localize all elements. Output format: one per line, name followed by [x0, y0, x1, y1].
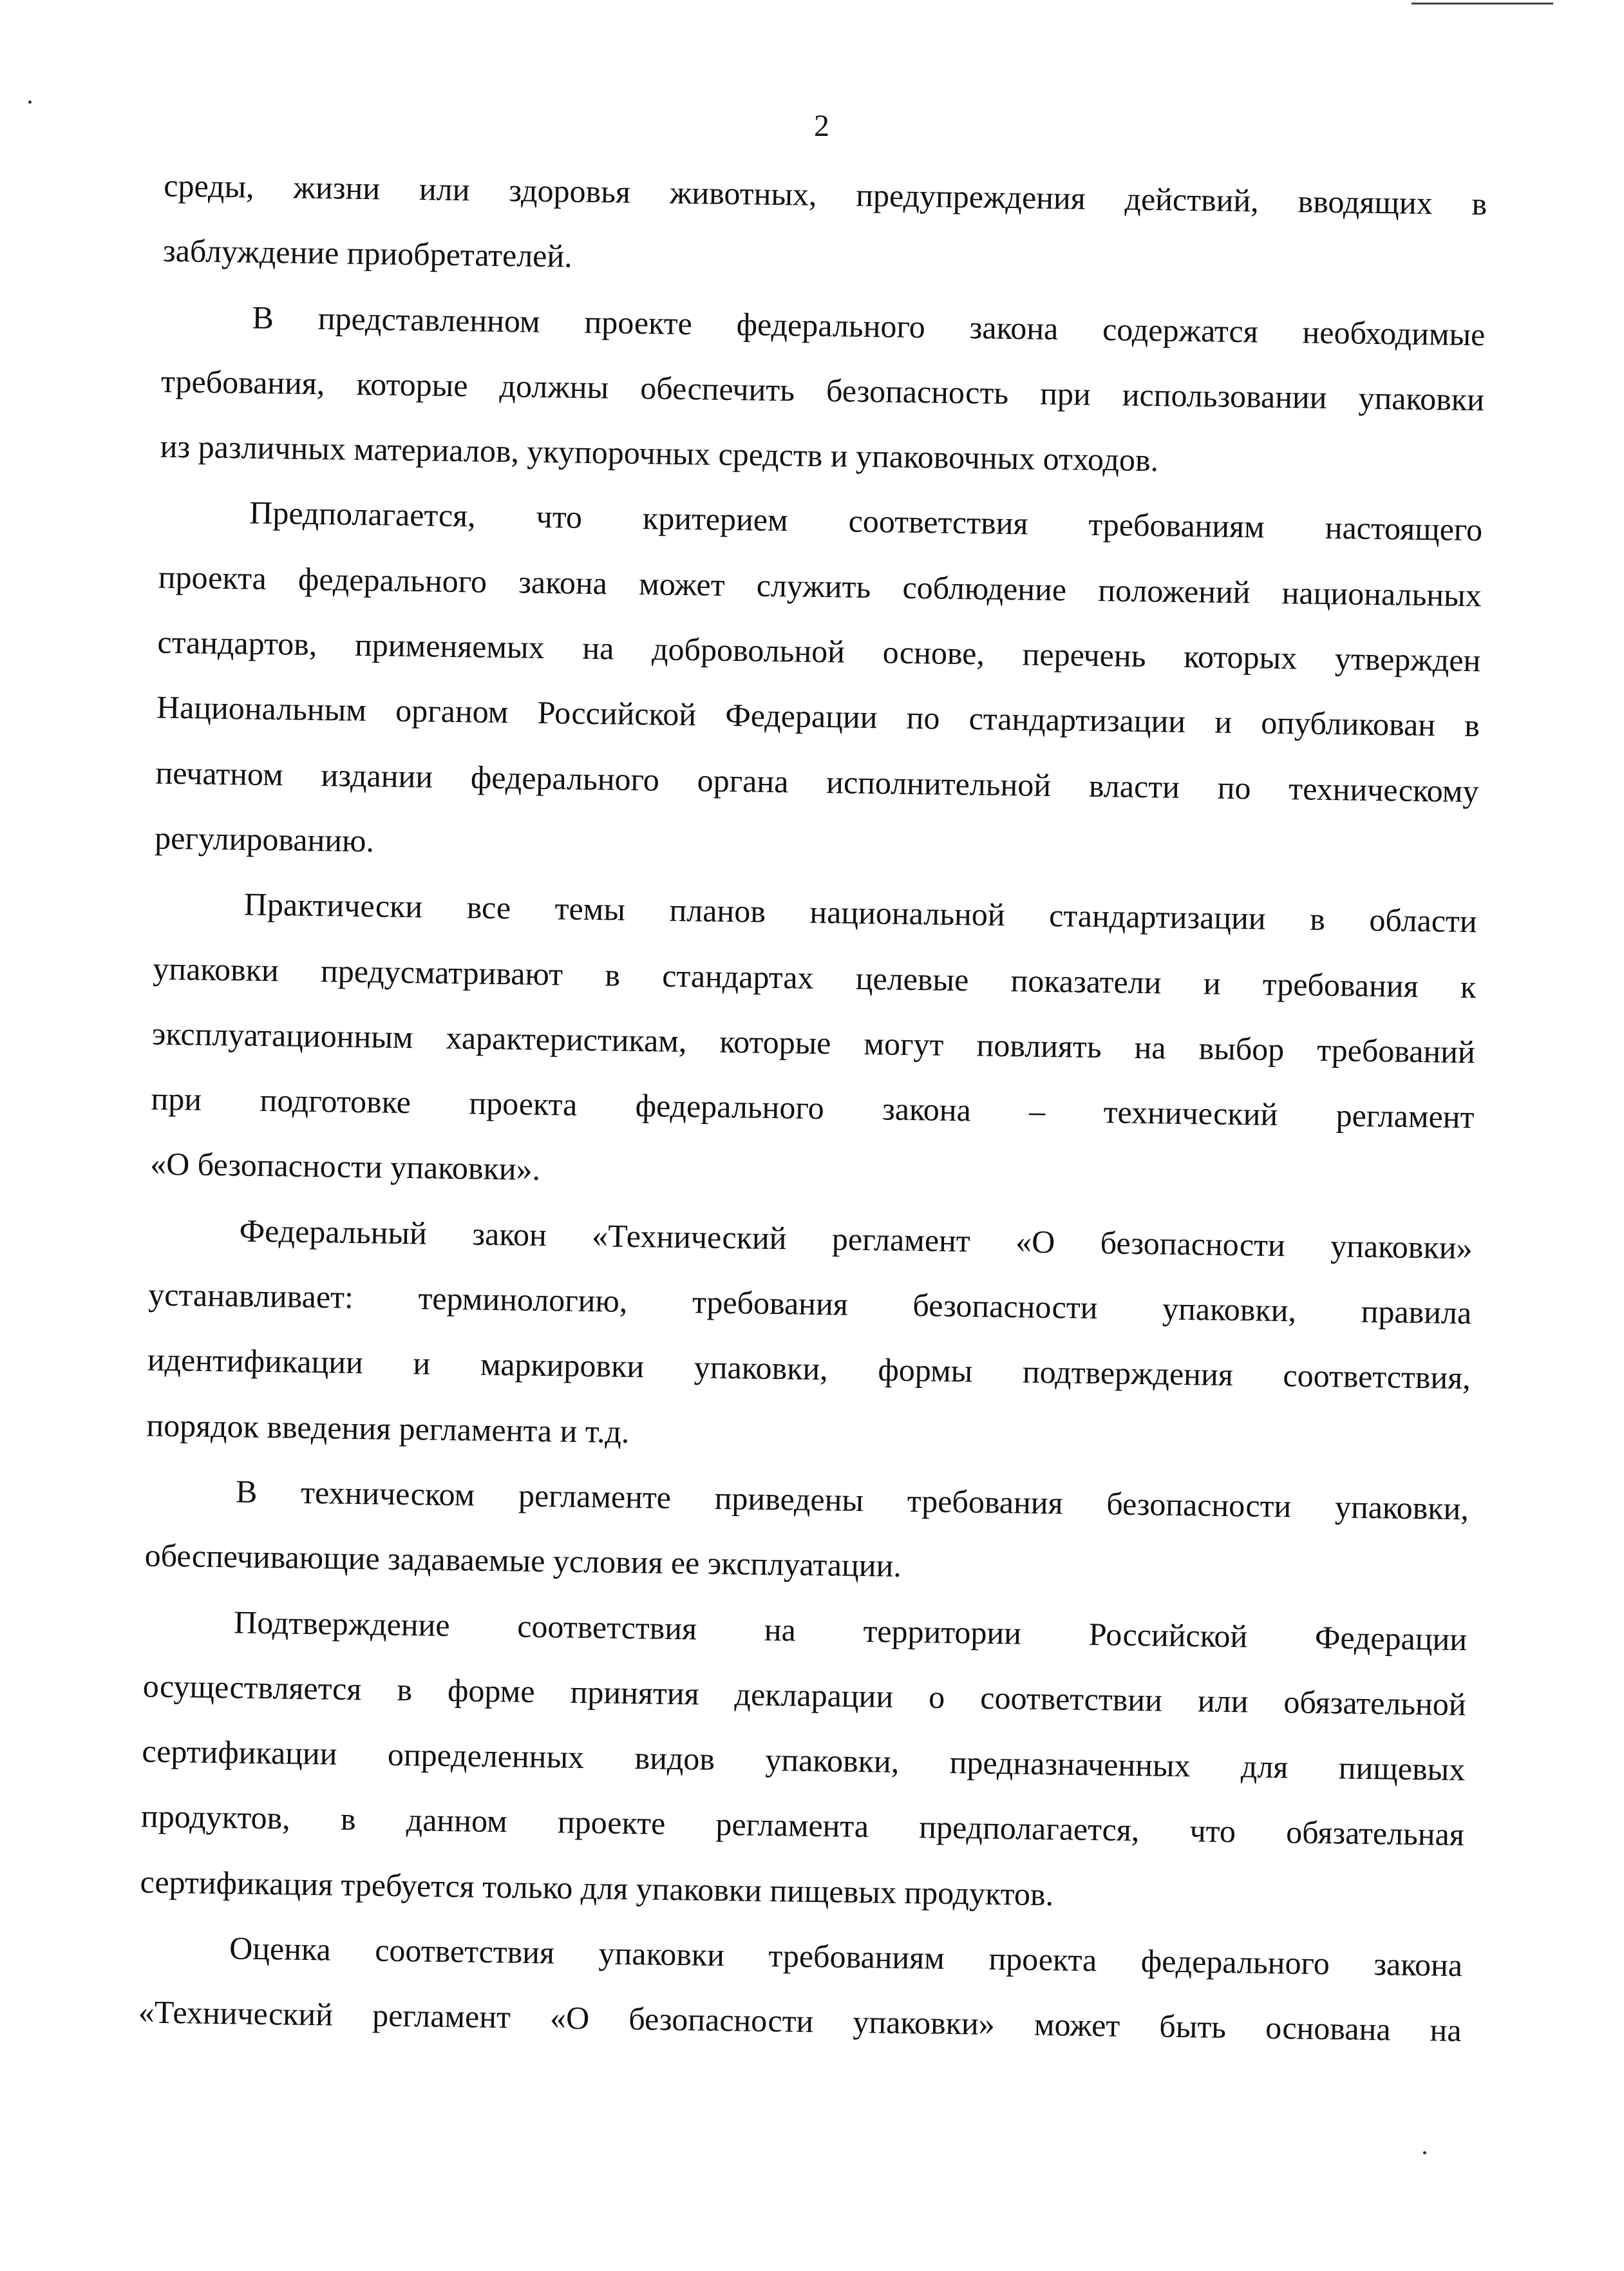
scan-artifact-dot: [1423, 2151, 1426, 2154]
text-line: регулированию.: [154, 819, 375, 859]
text-line: требования, которые должны обеспечить безопасность при использовании упаковки: [160, 363, 1485, 418]
text-line: Федеральный закон «Технический регламент «О безопасности упаковки»: [239, 1212, 1473, 1266]
text-line: среды, жизни или здоровья животных, предупреждения действий, вводящих в: [164, 167, 1487, 222]
paragraph: [144, 1458, 1469, 1606]
text-line: В представленном проекте федерального закона содержатся необходимые: [252, 299, 1486, 352]
text-line: Оценка соответствия упаковки требованиям проекта федерального закона: [229, 1930, 1463, 1984]
paragraph: [155, 479, 1483, 889]
text-line: идентификации и маркировки упаковки, формы подтверждения соответствия,: [147, 1341, 1471, 1396]
text-line: порядок введения регламента и т.д.: [146, 1407, 630, 1450]
page-number: 2: [814, 109, 829, 143]
paragraph: [160, 283, 1486, 498]
text-line: устанавливает: терминологию, требования безопасности упаковки, правила: [147, 1276, 1472, 1331]
text-line: эксплуатационным характеристикам, которые могут повлиять на выбор требований: [151, 1015, 1476, 1070]
text-line: Национальным органом Российской Федерации по стандартизации и опубликован в: [156, 689, 1480, 744]
text-line: осуществляется в форме принятия декларации о соответствии или обязательной: [142, 1668, 1467, 1722]
text-line: при подготовке проекта федерального закона – технический регламент: [151, 1080, 1475, 1136]
paragraph: [138, 1914, 1463, 2063]
text-line: сертификации определенных видов упаковки, предназначенных для пищевых: [142, 1733, 1466, 1788]
paragraph: [149, 871, 1477, 1215]
scan-artifact-dot: [28, 100, 32, 104]
text-line: Предполагается, что критерием соответствия требованиям настоящего: [249, 495, 1483, 548]
text-line: сертификация требуется только для упаковки пищевых продуктов.: [140, 1863, 1054, 1912]
paragraph: [146, 1197, 1473, 1476]
text-line: из различных материалов, укупорочных средств и упаковочных отходов.: [160, 428, 1159, 479]
scan-artifact-line: [1412, 3, 1553, 5]
text-line: печатном издании федерального органа исполнительной власти по техническому: [155, 754, 1479, 809]
text-line: В техническом регламенте приведены требования безопасности упаковки,: [235, 1473, 1469, 1527]
document-body: [138, 153, 1487, 2064]
paragraph: [162, 153, 1487, 302]
text-line: Подтверждение соответствия на территории Российской Федерации: [233, 1603, 1468, 1657]
text-line: проекта федерального закона может служить соблюдение положений национальных: [158, 558, 1482, 614]
text-line: «О безопасности упаковки».: [149, 1145, 541, 1188]
text-line: продуктов, в данном проекте регламента предполагается, что обязательная: [140, 1798, 1465, 1853]
text-line: Практически все темы планов национальной стандартизации в области: [243, 886, 1478, 940]
paragraph: [140, 1588, 1468, 1933]
text-line: заблуждение приобретателей.: [162, 232, 573, 274]
text-line: упаковки предусматривают в стандартах целевые показатели и требования к: [153, 950, 1477, 1005]
text-line: стандартов, применяемых на добровольной основе, перечень которых утвержден: [157, 623, 1481, 679]
text-line: обеспечивающие задаваемые условия ее эксплуатации.: [144, 1537, 902, 1584]
text-line: «Технический регламент «О безопасности упаковки» может быть основана на: [138, 1993, 1462, 2049]
